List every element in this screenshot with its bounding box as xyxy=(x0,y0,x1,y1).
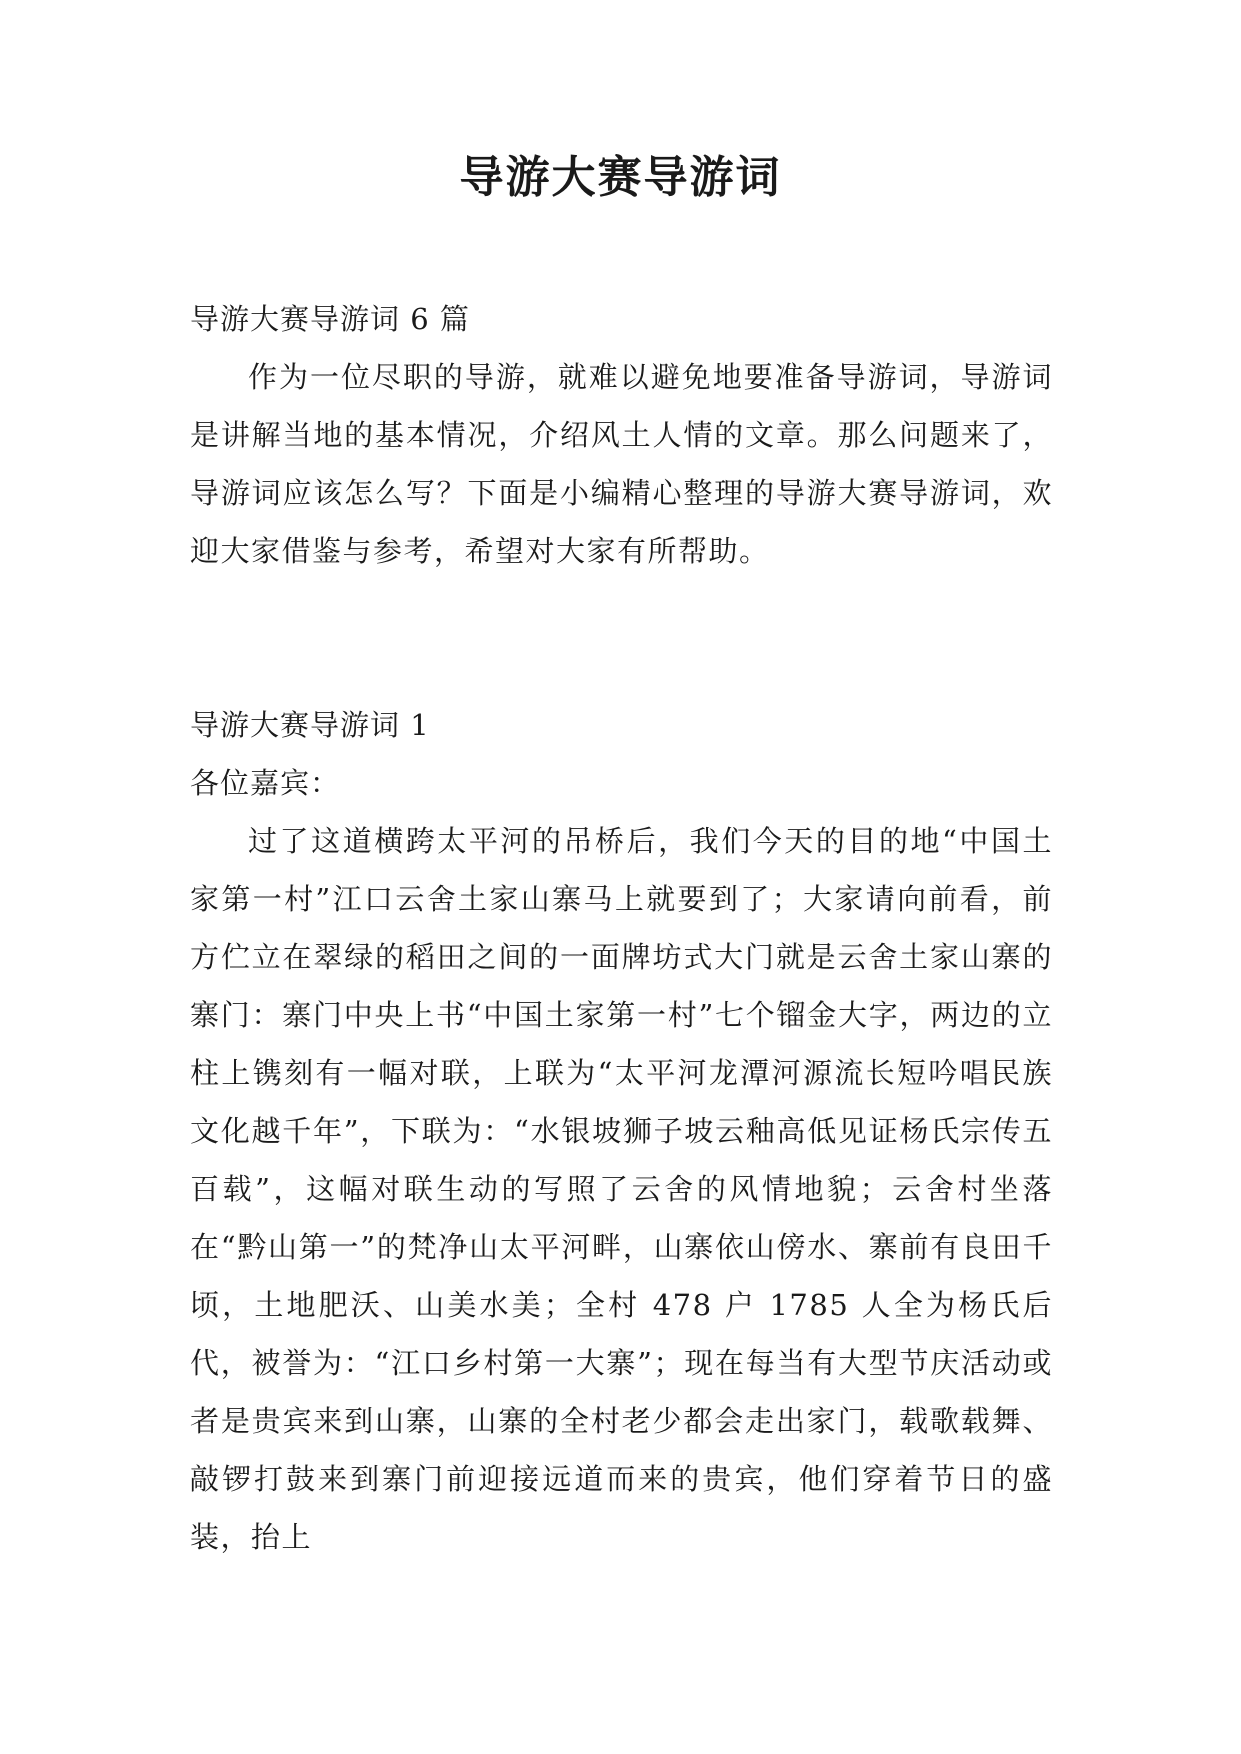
section-body-paragraph: 过了这道横跨太平河的吊桥后，我们今天的目的地“中国土家第一村”江口云舍土家山寨马上就要到了；大家请向前看，前方伫立在翠绿的稻田之间的一面牌坊式大门就是云舍土家山寨的寨门：寨门中央上书“中国土家第一村”七个镏金大字，两边的立柱上镌刻有一幅对联，上联为“太平河龙潭河源流长短吟唱民族文化越千年”，下联为：“水银坡狮子坡云釉高低见证杨氏宗传五百载”，这幅对联生动的写照了云舍的风情地貌；云舍村坐落在“黔山第一”的梵净山太平河畔，山寨依山傍水、寨前有良田千顷，土地肥沃、山美水美；全村 478 户 1785 人全为杨氏后代，被誉为：“江口乡村第一大寨”；现在每当有大型节庆活动或者是贵宾来到山寨，山寨的全村老少都会走出家门，载歌载舞、敲锣打鼓来到寨门前迎接远道而来的贵宾，他们穿着节日的盛装，抬上 xyxy=(190,824,1053,1554)
section-spacer xyxy=(190,580,1053,696)
intro-paragraph: 作为一位尽职的导游，就难以避免地要准备导游词，导游词是讲解当地的基本情况，介绍风土人情的文章。那么问题来了，导游词应该怎么写？下面是小编精心整理的导游大赛导游词，欢迎大家借鉴与参考，希望对大家有所帮助。 xyxy=(190,360,1053,568)
document-title: 导游大赛导游词 xyxy=(459,152,782,203)
section-heading: 导游大赛导游词 1 xyxy=(190,708,430,742)
document-subtitle: 导游大赛导游词 6 篇 xyxy=(190,302,470,336)
greeting-line: 各位嘉宾： xyxy=(190,766,341,800)
document-body xyxy=(190,290,1053,1566)
